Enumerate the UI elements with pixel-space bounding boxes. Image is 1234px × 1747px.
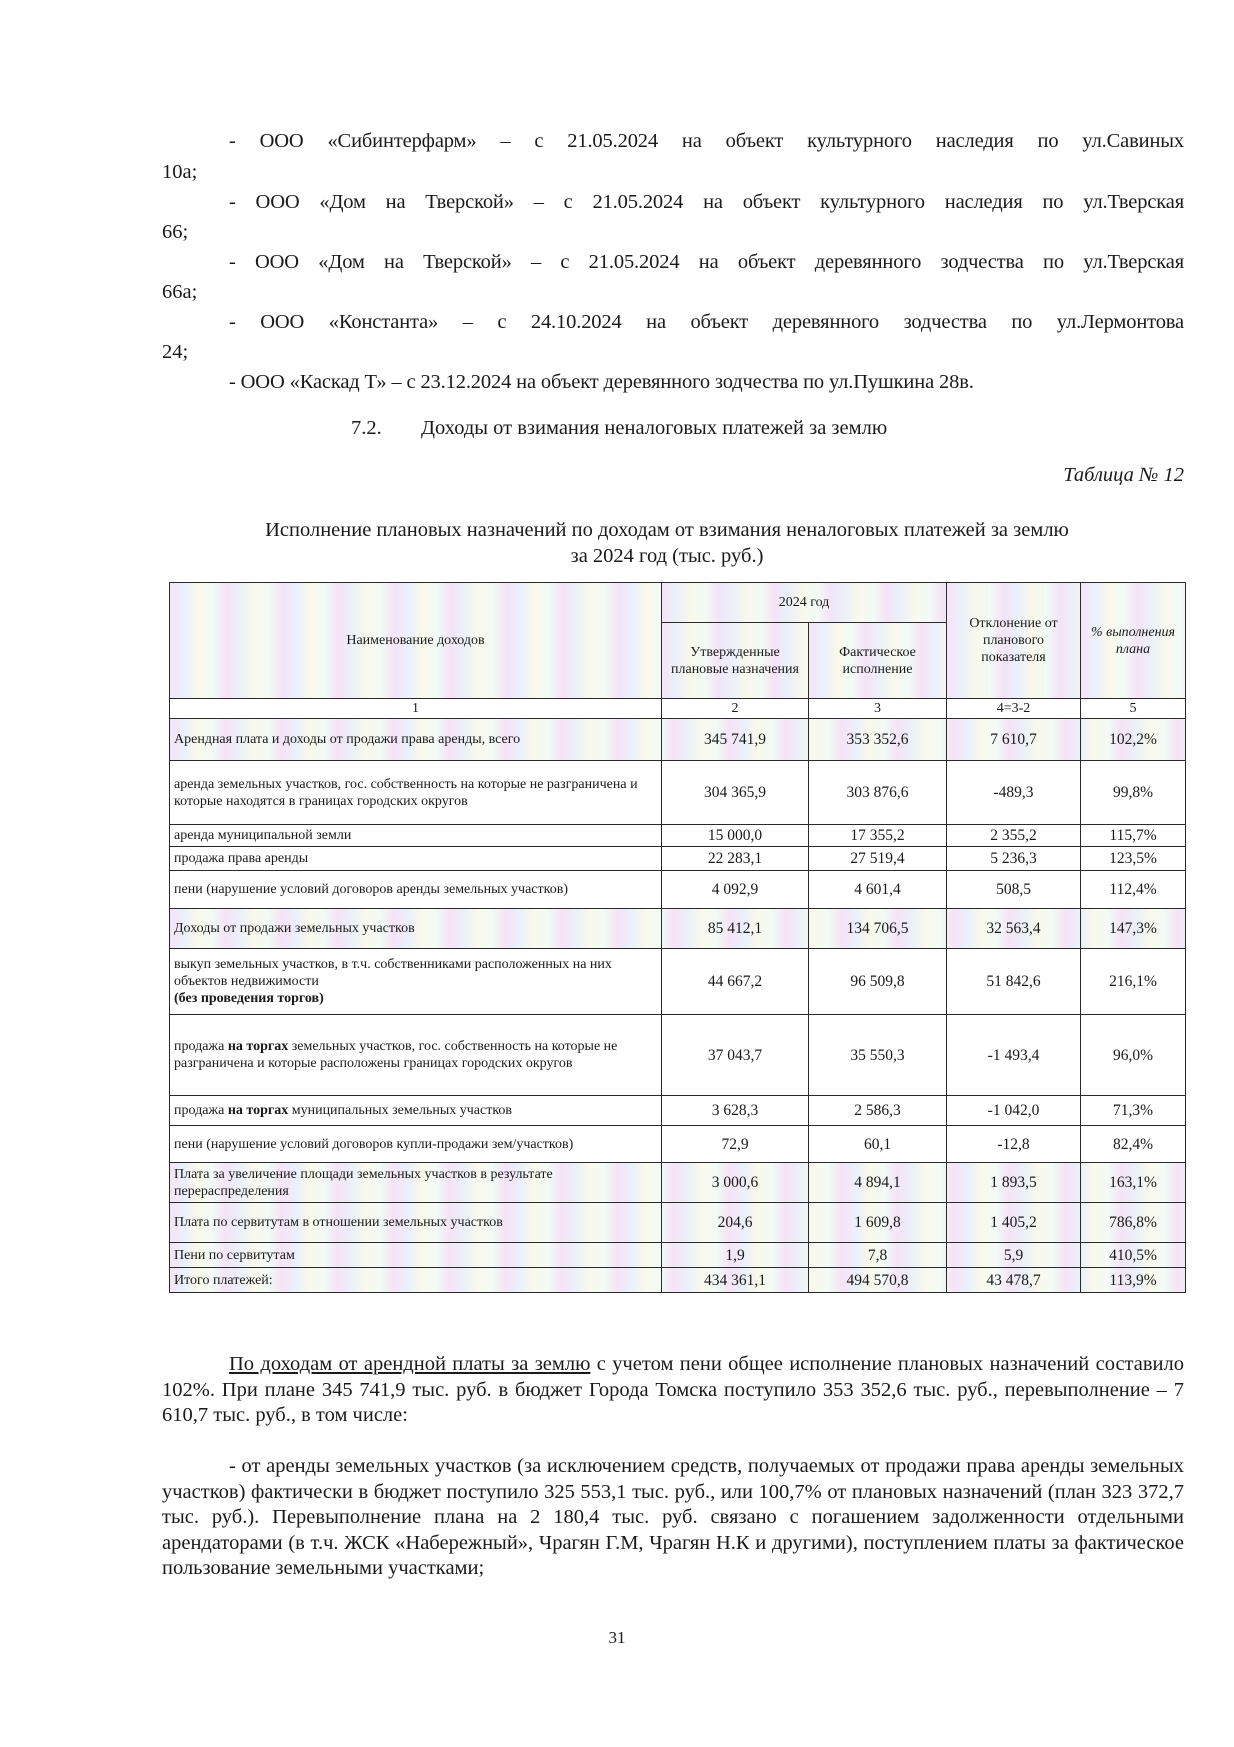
row-deviation: 1 405,2: [947, 1203, 1081, 1243]
table-row: [170, 1126, 1186, 1163]
row-planned: 15 000,0: [662, 825, 809, 847]
table-row: [170, 1096, 1186, 1126]
row-name: Доходы от продажи земельных участков: [170, 909, 662, 949]
row-name-emphasis: на торгах: [227, 1103, 289, 1118]
row-deviation: -12,8: [947, 1126, 1081, 1163]
paragraph: [162, 1454, 1184, 1582]
row-deviation: 7 610,7: [947, 719, 1081, 761]
row-actual: 96 509,8: [809, 949, 947, 1015]
row-deviation: 508,5: [947, 871, 1081, 909]
row-planned: 204,6: [662, 1203, 809, 1243]
row-actual: 353 352,6: [809, 719, 947, 761]
row-name: пени (нарушение условий договоров аренды земельных участков): [170, 871, 662, 909]
header-year-group: 2024 год: [662, 583, 947, 623]
row-deviation: 43 478,7: [947, 1268, 1081, 1293]
row-percent: 113,9%: [1081, 1268, 1186, 1293]
row-name: Пени по сервитутам: [170, 1243, 662, 1268]
row-planned: 3 628,3: [662, 1096, 809, 1126]
table-caption-line: Исполнение плановых назначений по доходам от взимания неналоговых платежей за землю: [265, 519, 1069, 541]
row-planned: 85 412,1: [662, 909, 809, 949]
row-percent: 123,5%: [1081, 847, 1186, 871]
revenue-table: [169, 582, 1186, 1293]
header-percent: % выполнения плана: [1081, 583, 1186, 699]
paragraph: [162, 1352, 1184, 1429]
row-percent: 147,3%: [1081, 909, 1186, 949]
row-name-emphasis: (без проведения торгов): [174, 991, 324, 1006]
table-row: [170, 719, 1186, 761]
column-index-row: [170, 699, 1186, 719]
row-planned: 22 283,1: [662, 847, 809, 871]
row-name: Плата за увеличение площади земельных участков в результате перераспределения: [170, 1163, 662, 1203]
column-index: 5: [1081, 699, 1186, 719]
row-name: аренда муниципальной земли: [170, 825, 662, 847]
row-deviation: 5,9: [947, 1243, 1081, 1268]
row-name: [170, 1015, 662, 1096]
row-percent: 112,4%: [1081, 871, 1186, 909]
row-actual: 17 355,2: [809, 825, 947, 847]
bullet-item: - ООО «Каскад Т» – с 23.12.2024 на объект деревянного зодчества по ул.Пушкина 28в.: [229, 371, 974, 393]
row-name: продажа права аренды: [170, 847, 662, 871]
row-deviation: 32 563,4: [947, 909, 1081, 949]
row-deviation: 2 355,2: [947, 825, 1081, 847]
table-row: [170, 1015, 1186, 1096]
row-deviation: -1 042,0: [947, 1096, 1081, 1126]
row-name-emphasis: на торгах: [227, 1039, 289, 1054]
row-name: аренда земельных участков, гос. собственность на которые не разграничена и которые находятся в границах городских округов: [170, 761, 662, 825]
row-planned: 1,9: [662, 1243, 809, 1268]
row-name: пени (нарушение условий договоров купли-продажи зем/участков): [170, 1126, 662, 1163]
row-actual: 4 601,4: [809, 871, 947, 909]
table-row: [170, 847, 1186, 871]
row-planned: 72,9: [662, 1126, 809, 1163]
row-deviation: 51 842,6: [947, 949, 1081, 1015]
section-number: 7.2.: [351, 417, 382, 439]
row-percent: 102,2%: [1081, 719, 1186, 761]
table-row: [170, 1243, 1186, 1268]
bullet-item: - ООО «Сибинтерфарм» – с 21.05.2024 на объект культурного наследия по ул.Савиных: [229, 130, 1184, 152]
table-row: [170, 949, 1186, 1015]
header-planned: Утвержденные плановые назначения: [662, 623, 809, 699]
row-name-text: муниципальных земельных участков: [288, 1103, 513, 1118]
row-percent: 786,8%: [1081, 1203, 1186, 1243]
row-actual: 60,1: [809, 1126, 947, 1163]
table-row: [170, 825, 1186, 847]
row-actual: 4 894,1: [809, 1163, 947, 1203]
bullet-item-tail: 10а;: [162, 161, 198, 183]
section-heading: [351, 416, 887, 440]
table-total-row: [170, 1268, 1186, 1293]
row-name-text: продажа: [174, 1103, 228, 1118]
row-deviation: -1 493,4: [947, 1015, 1081, 1096]
table-row: [170, 1163, 1186, 1203]
table-caption: [140, 517, 1194, 569]
bullet-item: - ООО «Дом на Тверской» – с 21.05.2024 на объект деревянного зодчества по ул.Тверская: [229, 251, 1184, 273]
header-deviation: Отклонение от планового показателя: [947, 583, 1081, 699]
bullet-item-tail: 66;: [162, 221, 189, 243]
row-percent: 163,1%: [1081, 1163, 1186, 1203]
column-index: 4=3-2: [947, 699, 1081, 719]
row-percent: 115,7%: [1081, 825, 1186, 847]
row-actual: 1 609,8: [809, 1203, 947, 1243]
table-caption-line: за 2024 год (тыс. руб.): [570, 545, 764, 567]
row-planned: 44 667,2: [662, 949, 809, 1015]
table-row: [170, 1203, 1186, 1243]
header-actual: Фактическое исполнение: [809, 623, 947, 699]
bullet-item-tail: 66а;: [162, 281, 198, 303]
row-actual: 134 706,5: [809, 909, 947, 949]
row-planned: 345 741,9: [662, 719, 809, 761]
bullet-item-tail: 24;: [162, 341, 189, 363]
row-percent: 82,4%: [1081, 1126, 1186, 1163]
row-percent: 216,1%: [1081, 949, 1186, 1015]
column-index: 2: [662, 699, 809, 719]
page-number: 31: [608, 1628, 626, 1647]
table-label: Таблица № 12: [1063, 464, 1184, 486]
bullet-item: - ООО «Дом на Тверской» – с 21.05.2024 на объект культурного наследия по ул.Тверская: [229, 191, 1184, 213]
table-row: [170, 909, 1186, 949]
row-percent: 410,5%: [1081, 1243, 1186, 1268]
row-percent: 71,3%: [1081, 1096, 1186, 1126]
paragraph-text: с учетом пени общее исполнение плановых назначений составило 102%. При плане 345 741,9 тыс. руб. в бюджет Города Томска поступило 353 352,6 тыс. руб., перевыполнение – 7 610,7 тыс. руб., в том числе:: [162, 1353, 1184, 1426]
section-title: Доходы от взимания неналоговых платежей за землю: [421, 417, 888, 439]
row-actual: 27 519,4: [809, 847, 947, 871]
table-row: [170, 871, 1186, 909]
row-planned: 4 092,9: [662, 871, 809, 909]
row-deviation: -489,3: [947, 761, 1081, 825]
column-index: 1: [170, 699, 662, 719]
row-planned: 434 361,1: [662, 1268, 809, 1293]
bullet-item: - ООО «Константа» – с 24.10.2024 на объект деревянного зодчества по ул.Лермонтова: [229, 311, 1184, 333]
row-percent: 96,0%: [1081, 1015, 1186, 1096]
row-deviation: 1 893,5: [947, 1163, 1081, 1203]
column-index: 3: [809, 699, 947, 719]
row-planned: 37 043,7: [662, 1015, 809, 1096]
paragraph-underlined-lead: По доходам от арендной платы за землю: [229, 1353, 591, 1375]
header-name: Наименование доходов: [170, 583, 662, 699]
row-planned: 304 365,9: [662, 761, 809, 825]
row-percent: 99,8%: [1081, 761, 1186, 825]
row-actual: 494 570,8: [809, 1268, 947, 1293]
row-name: Итого платежей:: [170, 1268, 662, 1293]
row-actual: 2 586,3: [809, 1096, 947, 1126]
row-actual: 303 876,6: [809, 761, 947, 825]
row-name-text: земельных участков, гос. собственность на которые не разграничена и которые расположены границах городских округов: [174, 1039, 618, 1071]
row-name: [170, 949, 662, 1015]
row-deviation: 5 236,3: [947, 847, 1081, 871]
row-name: Плата по сервитутам в отношении земельных участков: [170, 1203, 662, 1243]
row-actual: 35 550,3: [809, 1015, 947, 1096]
row-name: Арендная плата и доходы от продажи права аренды, всего: [170, 719, 662, 761]
paragraph-text: - от аренды земельных участков (за исключением средств, получаемых от продажи права аренды земельных участков) фактически в бюджет поступило 325 553,1 тыс. руб., или 100,7% от плановых назначений (план 323 372,7 тыс. руб.). Перевыполнение плана на 2 180,4 тыс. руб. связано с погашением задолженности отдельными арендаторами (в т.ч. ЖСК «Набережный», Чрагян Г.М, Чрагян Н.К и другими), поступлением платы за фактическое пользование земельными участками;: [162, 1455, 1184, 1579]
row-name-text: выкуп земельных участков, в т.ч. собственниками расположенных на них объектов недвижимости: [174, 957, 612, 989]
table-row: [170, 761, 1186, 825]
row-name: [170, 1096, 662, 1126]
row-name-text: продажа: [174, 1039, 228, 1054]
row-actual: 7,8: [809, 1243, 947, 1268]
row-planned: 3 000,6: [662, 1163, 809, 1203]
